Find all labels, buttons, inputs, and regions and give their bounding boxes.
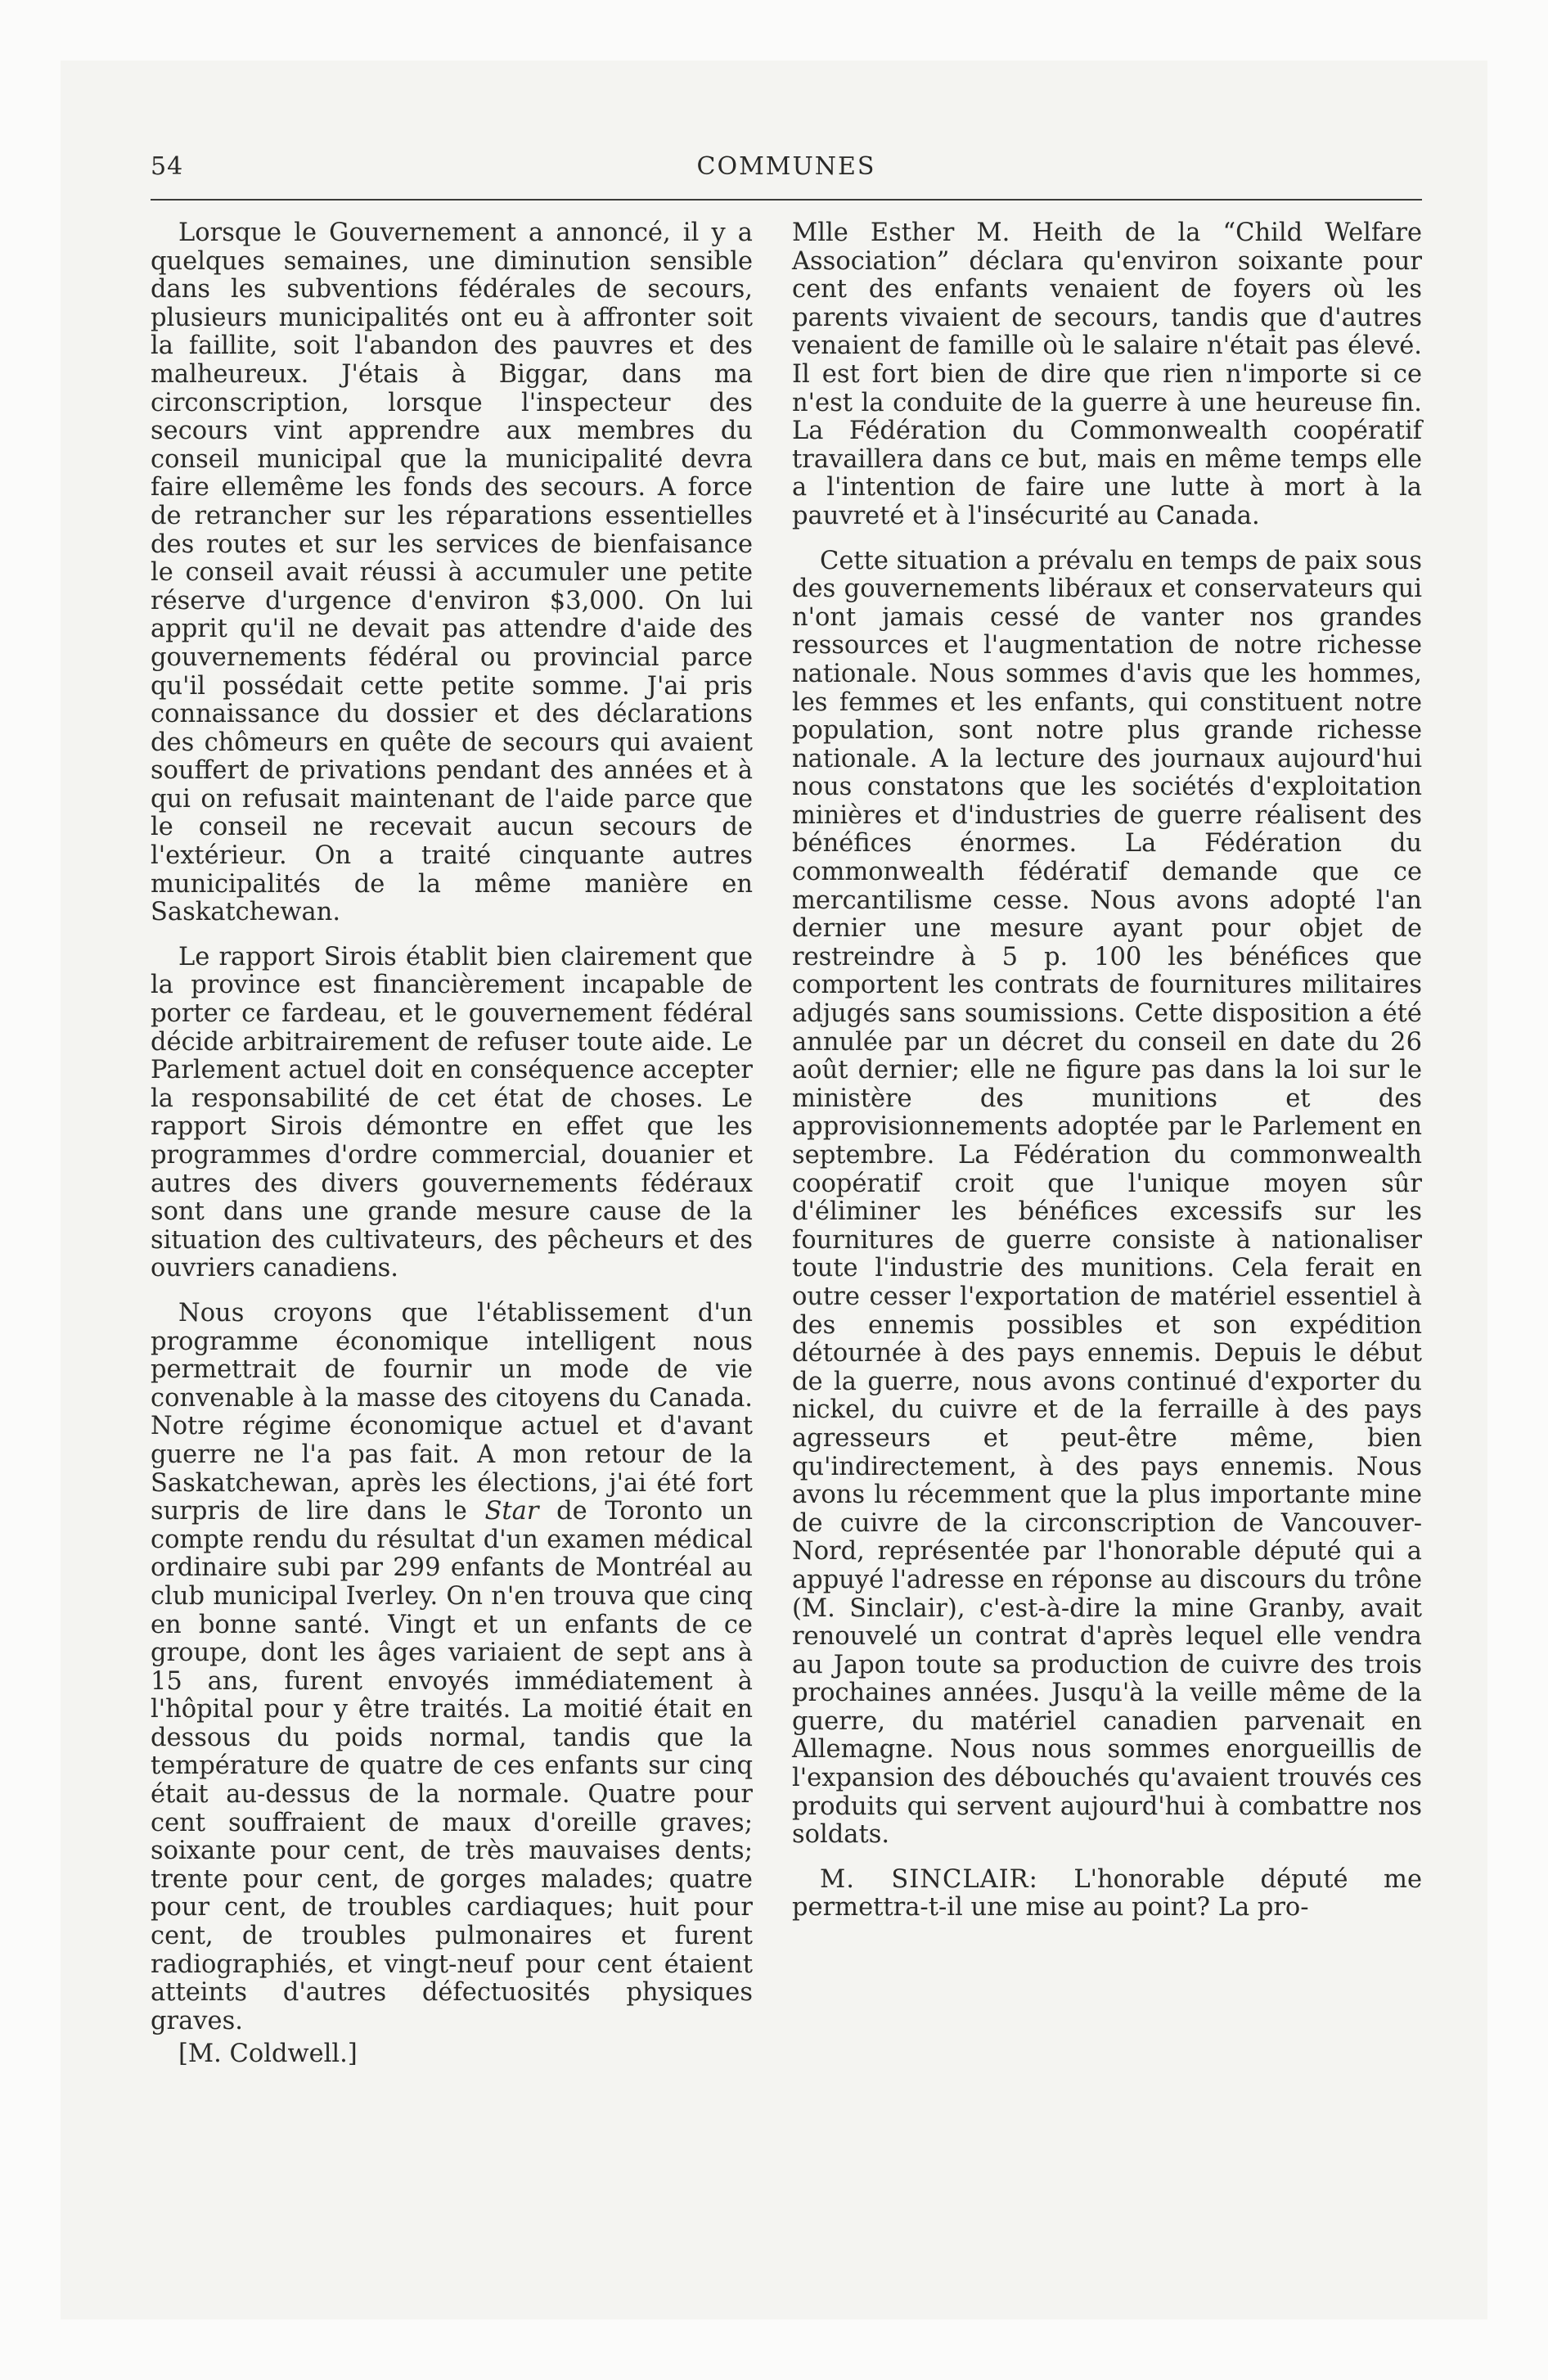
- paragraph: Cette situation a prévalu en temps de paix sous des gouvernements libéraux et conservateurs qui n'ont jamais cessé de vanter nos grandes ressources et l'augmentation de notre richesse nationale. Nous sommes d'avis que les hommes, les femmes et les enfants, qui constituent notre population, sont notre plus grande richesse nationale. A la lecture des journaux aujourd'hui nous constatons que les sociétés d'exploitation minières et d'industries de guerre réalisent des bénéfices énormes. La Fédération du commonwealth fédératif demande que ce mercantilisme cesse. Nous avons adopté l'an dernier une mesure ayant pour objet de restreindre à 5 p. 100 les bénéfices que comportent les contrats de fournitures militaires adjugés sans soumissions. Cette disposition a été annulée par un décret du conseil en date du 26 août dernier; elle ne figure pas dans la loi sur le ministère des munitions et des approvisionnements adoptée par le Parlement en septembre. La Fédération du commonwealth coopératif croit que l'unique moyen sûr d'éliminer les bénéfices excessifs sur les fournitures de guerre consiste à nationaliser toute l'industrie des munitions. Cela ferait en outre cesser l'exportation de matériel essentiel à des ennemis possibles et son expédition détournée à des pays ennemis. Depuis le début de la guerre, nous avons continué d'exporter du nickel, du cuivre et de la ferraille à des pays agresseurs et peut-être même, bien qu'indirectement, à des pays ennemis. Nous avons lu récemment que la plus importante mine de cuivre de la circonscription de Vancouver-Nord, représentée par l'honorable député qui a appuyé l'adresse en réponse au discours du trône (M. Sinclair), c'est-à-dire la mine Granby, avait renouvelé un contrat d'après lequel elle vendra au Japon toute sa production de cuivre des trois prochaines années. Jusqu'à la veille même de la guerre, du matériel canadien parvenait en Allemagne. Nous nous sommes enorgueillis de l'expansion des débouchés qu'avaient trouvés ces produits qui servent aujourd'hui à combattre nos soldats.: [792, 546, 1422, 1850]
- left-column: [151, 219, 753, 2069]
- paragraph: [151, 1300, 753, 2035]
- page-header: [151, 152, 1422, 193]
- right-column: [792, 219, 1422, 1922]
- page-number: 54: [151, 152, 184, 181]
- speaker-attribution: [M. Coldwell.]: [178, 2040, 358, 2069]
- speaker-name: M. SINCLAIR:: [820, 1864, 1038, 1894]
- paragraph: [792, 1866, 1422, 1922]
- paragraph: Lorsque le Gouvernement a annoncé, il y a quelques semaines, une diminution sensible dans les subventions fédérales de secours, plusieurs municipalités ont eu à affronter soit la faillite, soit l'abandon des pauvres et des malheureux. J'étais à Biggar, dans ma circonscription, lorsque l'inspecteur des secours vint apprendre aux membres du conseil municipal que la municipalité devra faire ellemême les fonds des secours. A force de retrancher sur les réparations essentielles des routes et sur les services de bienfaisance le conseil avait réussi à accumuler une petite réserve d'urgence d'environ $3,000. On lui apprit qu'il ne devait pas attendre d'aide des gouvernements fédéral ou provincial parce qu'il possédait cette petite somme. J'ai pris connaissance du dossier et des déclarations des chômeurs en quête de secours qui avaient souffert de privations pendant des années et à qui on refusait maintenant de l'aide parce que le conseil ne recevait aucun secours de l'extérieur. On a traité cinquante autres municipalités de la même manière en Saskatchewan.: [151, 219, 753, 927]
- paragraph: Le rapport Sirois établit bien clairement que la province est financièrement incapable de porter ce fardeau, et le gouvernement fédéral décide arbitrairement de refuser toute aide. Le Parlement actuel doit en conséquence accepter la responsabilité de cet état de choses. Le rapport Sirois démontre en effet que les programmes d'ordre commercial, douanier et autres des divers gouvernements fédéraux sont dans une grande mesure cause de la situation des cultivateurs, des pêcheurs et des ouvriers canadiens.: [151, 942, 753, 1283]
- paragraph-text: L'honorable député me permettra-t-il une mise au point? La pro-: [792, 1864, 1423, 1922]
- header-rule: [151, 199, 1422, 201]
- newspaper-title: Star: [484, 1497, 539, 1526]
- running-head: COMMUNES: [696, 152, 876, 181]
- paragraph-text: Nous croyons que l'établissement d'un programme économique intelligent nous permettrait de fournir un mode de vie convenable à la masse des citoyens du Canada. Notre régime économique actuel et d'avant guerre ne l'a pas fait. A mon retour de la Saskatchewan, après les élections, j'ai été fort surpris de lire dans le: [151, 1298, 753, 1526]
- paragraph: Mlle Esther M. Heith de la “Child Welfare Association” déclara qu'environ soixante pour cent des enfants venaient de foyers où les parents vivaient de secours, tandis que d'autres venaient de famille où le salaire n'était pas élevé. Il est fort bien de dire que rien n'importe si ce n'est la conduite de la guerre à une heureuse fin. La Fédération du Commonwealth coopératif travaillera dans ce but, mais en même temps elle a l'intention de faire une lutte à mort à la pauvreté et à l'insécurité au Canada.: [792, 219, 1422, 530]
- paragraph-text: de Toronto un compte rendu du résultat d'un examen médical ordinaire subi par 299 enfants de Montréal au club municipal Iverley. On n'en trouva que cinq en bonne santé. Vingt et un enfants de ce groupe, dont les âges variaient de sept ans à 15 ans, furent envoyés immédiatement à l'hôpital pour y être traités. La moitié était en dessous du poids normal, tandis que la température de quatre de ces enfants sur cinq était au-dessus de la normale. Quatre pour cent souffraient de maux d'oreille graves; soixante pour cent, de très mauvaises dents; trente pour cent, de gorges malades; quatre pour cent, de troubles cardiaques; huit pour cent, de troubles pulmonaires et furent radiographiés, et vingt-neuf pour cent étaient atteints d'autres défectuosités physiques graves.: [151, 1497, 753, 2035]
